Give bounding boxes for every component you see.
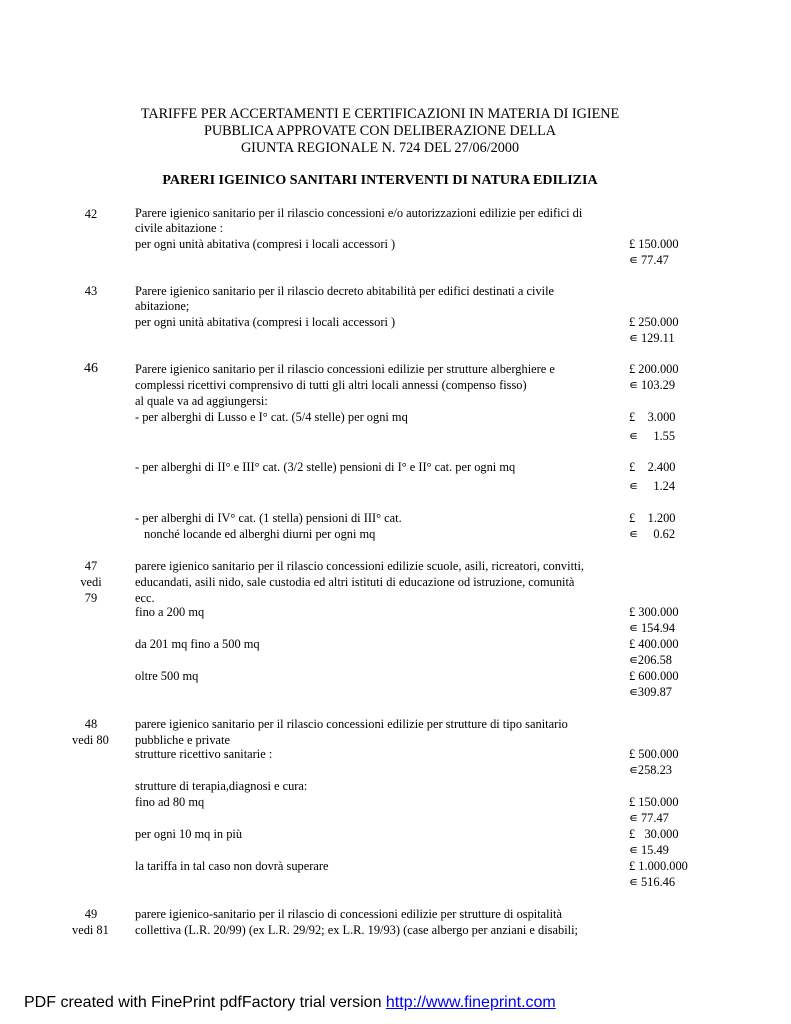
section-subtitle: PARERI IGEINICO SANITARI INTERVENTI DI NATURA EDILIZIA — [162, 173, 598, 188]
title-line-3: GIUNTA REGIONALE N. 724 DEL 27/06/2000 — [240, 140, 520, 156]
item-reference-label: vedi 80 — [72, 733, 109, 747]
item-subline: - per alberghi di IV° cat. (1 stella) pensioni di III° cat. — [135, 511, 402, 525]
item-reference-number: 79 — [84, 591, 98, 605]
euro-amount: ∊ 1.24 — [629, 479, 676, 493]
item-description: parere igienico sanitario per il rilascio concessioni edilizie per strutture di tipo sanitario — [135, 717, 568, 731]
item-subline: oltre 500 mq — [135, 669, 199, 683]
item-subline: per ogni unità abitativa (compresi i locali accessori ) — [135, 237, 396, 251]
euro-amount: ∊ 77.47 — [629, 811, 669, 825]
lire-amount: £ 2.400 — [629, 460, 676, 474]
item-description: Parere igienico sanitario per il rilascio concessioni e/o autorizzazioni edilizie per edifici di — [135, 206, 583, 220]
item-description: pubbliche e private — [135, 733, 230, 747]
euro-amount: ∊ 15.49 — [629, 843, 669, 857]
lire-amount: £ 150.000 — [629, 795, 679, 809]
lire-amount: £ 200.000 — [629, 362, 679, 376]
item-subline: - per alberghi di Lusso e I° cat. (5/4 stelle) per ogni mq — [135, 410, 408, 424]
item-subline: strutture di terapia,diagnosi e cura: — [135, 779, 308, 793]
fineprint-link[interactable]: http://www.fineprint.com — [385, 994, 556, 1011]
lire-amount: £ 600.000 — [629, 669, 679, 683]
title-line-1: TARIFFE PER ACCERTAMENTI E CERTIFICAZIONI IN MATERIA DI IGIENE — [140, 106, 620, 122]
euro-amount: ∊ 77.47 — [629, 253, 669, 267]
item-description: civile abitazione : — [135, 221, 224, 235]
item-reference-label: vedi 81 — [72, 923, 109, 937]
item-subline: nonché locande ed alberghi diurni per ogni mq — [144, 527, 376, 541]
euro-amount: ∊ 516.46 — [629, 875, 676, 889]
euro-amount: ∊ 1.55 — [629, 429, 676, 443]
item-description: abitazione; — [135, 299, 190, 313]
pdf-footer — [24, 993, 556, 1013]
euro-amount: ∊258.23 — [629, 763, 672, 777]
item-description: collettiva (L.R. 20/99) (ex L.R. 29/92; ex L.R. 19/93) (case albergo per anziani e disabili; — [135, 923, 578, 937]
item-number: 47 — [84, 559, 98, 573]
item-description: Parere igienico sanitario per il rilascio concessioni edilizie per strutture alberghiere e — [135, 362, 555, 376]
item-subline: da 201 mq fino a 500 mq — [135, 637, 260, 651]
item-number: 49 — [84, 907, 98, 921]
item-number: 48 — [84, 717, 98, 731]
item-reference-label: vedi — [80, 575, 102, 589]
lire-amount: £ 250.000 — [629, 315, 679, 329]
euro-amount: ∊ 0.62 — [629, 527, 676, 541]
item-description: Parere igienico sanitario per il rilascio decreto abitabilità per edifici destinati a civile — [135, 284, 555, 298]
footer-text: PDF created with FinePrint pdfFactory trial version — [24, 994, 386, 1011]
euro-amount: ∊206.58 — [629, 653, 672, 667]
item-number: 43 — [84, 284, 98, 298]
euro-amount: ∊ 129.11 — [629, 331, 675, 345]
item-description: educandati, asili nido, sale custodia ed altri istituti di educazione od istruzione, comunità — [135, 575, 575, 589]
item-description: ecc. — [135, 591, 155, 605]
item-description: parere igienico-sanitario per il rilascio di concessioni edilizie per strutture di ospitalità — [135, 907, 562, 921]
item-description: parere igienico sanitario per il rilascio concessioni edilizie scuole, asili, ricreatori, convitti, — [135, 559, 584, 573]
item-number: 46 — [84, 361, 98, 376]
title-line-2: PUBBLICA APPROVATE CON DELIBERAZIONE DELLA — [203, 123, 557, 139]
item-description: complessi ricettivi comprensivo di tutti gli altri locali annessi (compenso fisso) — [135, 378, 527, 392]
item-subline: strutture ricettivo sanitarie : — [135, 747, 273, 761]
lire-amount: £ 150.000 — [629, 237, 679, 251]
lire-amount: £ 500.000 — [629, 747, 679, 761]
lire-amount: £ 400.000 — [629, 637, 679, 651]
item-subline: fino ad 80 mq — [135, 795, 205, 809]
lire-amount: £ 3.000 — [629, 410, 676, 424]
item-number: 42 — [84, 207, 98, 221]
lire-amount: £ 1.000.000 — [629, 859, 688, 873]
item-subline: la tariffa in tal caso non dovrà superare — [135, 859, 329, 873]
euro-amount: ∊ 103.29 — [629, 378, 676, 392]
lire-amount: £ 30.000 — [629, 827, 679, 841]
item-subline: fino a 200 mq — [135, 605, 205, 619]
item-description: al quale va ad aggiungersi: — [135, 394, 268, 408]
euro-amount: ∊ 154.94 — [629, 621, 676, 635]
item-subline: - per alberghi di II° e III° cat. (3/2 stelle) pensioni di I° e II° cat. per ogni mq — [135, 460, 516, 474]
euro-amount: ∊309.87 — [629, 685, 672, 699]
item-subline: per ogni 10 mq in più — [135, 827, 243, 841]
lire-amount: £ 300.000 — [629, 605, 679, 619]
lire-amount: £ 1.200 — [629, 511, 676, 525]
item-subline: per ogni unità abitativa (compresi i locali accessori ) — [135, 315, 396, 329]
